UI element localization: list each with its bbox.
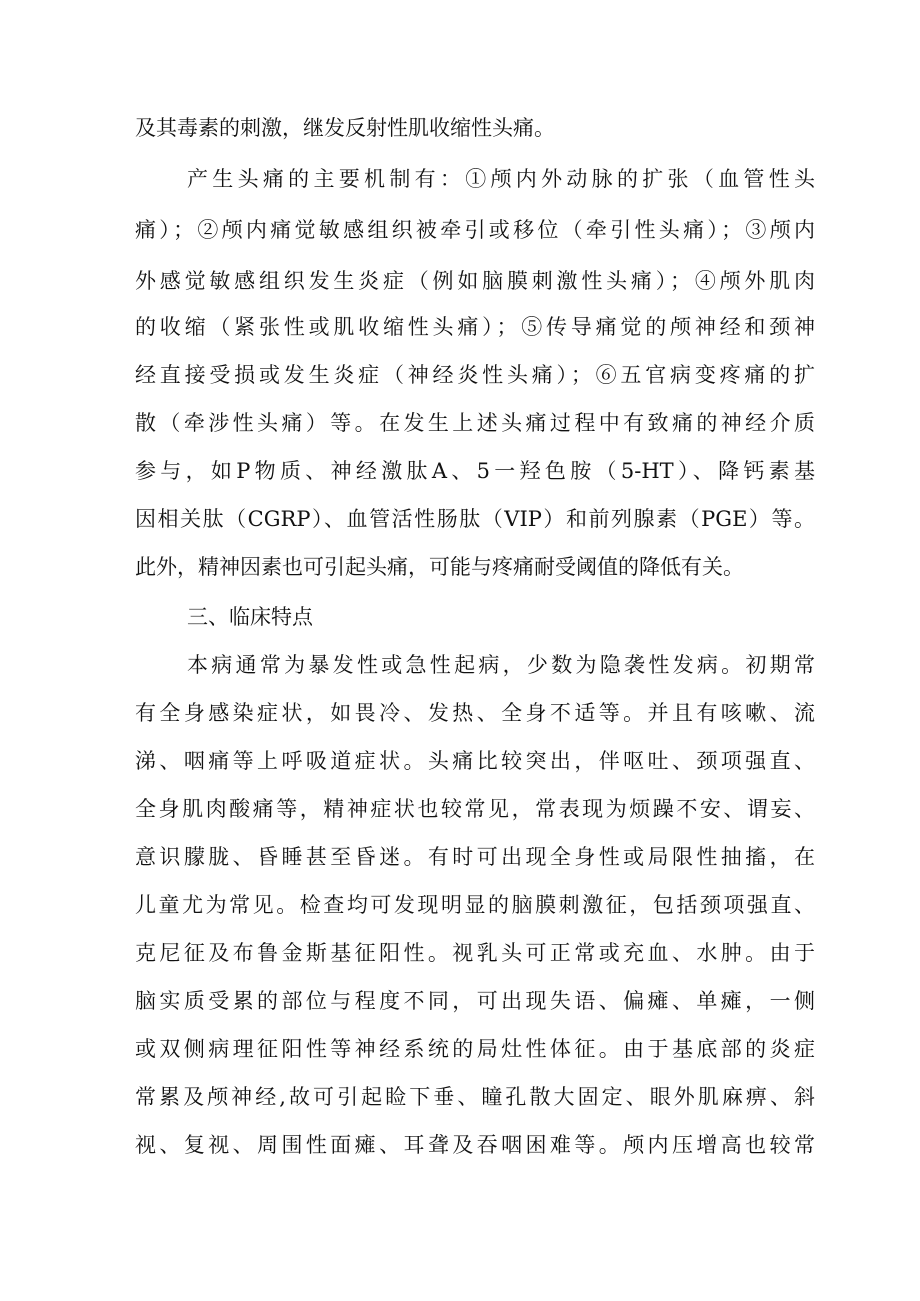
text-line: 及其毒素的刺激，继发反射性肌收缩性头痛。 [135, 116, 555, 140]
text-line: 的收缩（紧张性或肌收缩性头痛）；⑤传导痛觉的颅神经和颈神 [135, 315, 815, 339]
text-line: 克尼征及布鲁金斯基征阳性。视乳头可正常或充血、水肿。由于 [135, 941, 815, 965]
text-line: 外感觉敏感组织发生炎症（例如脑膜刺激性头痛）；④颅外肌肉 [135, 269, 815, 293]
text-line: 常累及颅神经,故可引起睑下垂、瞳孔散大固定、眼外肌麻痹、斜 [135, 1085, 815, 1109]
text-line: 儿童尤为常见。检查均可发现明显的脑膜刺激征，包括颈项强直、 [135, 893, 815, 917]
text-line: 或双侧病理征阳性等神经系统的局灶性体征。由于基底部的炎症 [135, 1037, 815, 1061]
text-line: 有全身感染症状，如畏冷、发热、全身不适等。并且有咳嗽、流 [135, 701, 815, 725]
text-line: 全身肌肉酸痛等，精神症状也较常见，常表现为烦躁不安、谓妄、 [135, 797, 815, 821]
text-line: 参与，如P物质、神经激肽A、5一羟色胺（5-HT）、降钙素基 [135, 459, 815, 483]
text-line: 因相关肽（CGRP）、血管活性肠肽（VIP）和前列腺素（PGE）等。 [135, 507, 815, 531]
section-heading: 三、临床特点 [187, 605, 313, 629]
text-line: 脑实质受累的部位与程度不同，可出现失语、偏瘫、单瘫，一侧 [135, 989, 815, 1013]
text-line: 涕、咽痛等上呼吸道症状。头痛比较突出，伴呕吐、颈项强直、 [135, 749, 815, 773]
text-line: 散（牵涉性头痛）等。在发生上述头痛过程中有致痛的神经介质 [135, 411, 815, 435]
text-line: 经直接受损或发生炎症（神经炎性头痛）；⑥五官病变疼痛的扩 [135, 363, 815, 387]
paragraph-first-line: 本病通常为暴发性或急性起病，少数为隐袭性发病。初期常 [187, 653, 815, 677]
text-line: 意识朦胧、昏睡甚至昏迷。有时可出现全身性或局限性抽搐，在 [135, 845, 815, 869]
paragraph-first-line: 产生头痛的主要机制有：①颅内外动脉的扩张（血管性头 [187, 167, 815, 191]
text-line: 视、复视、周围性面瘫、耳聋及吞咽困难等。颅内压增高也较常 [135, 1133, 815, 1157]
text-line: 此外，精神因素也可引起头痛，可能与疼痛耐受阈值的降低有关。 [135, 555, 744, 579]
text-line: 痛）；②颅内痛觉敏感组织被牵引或移位（牵引性头痛）；③颅内 [135, 218, 815, 242]
